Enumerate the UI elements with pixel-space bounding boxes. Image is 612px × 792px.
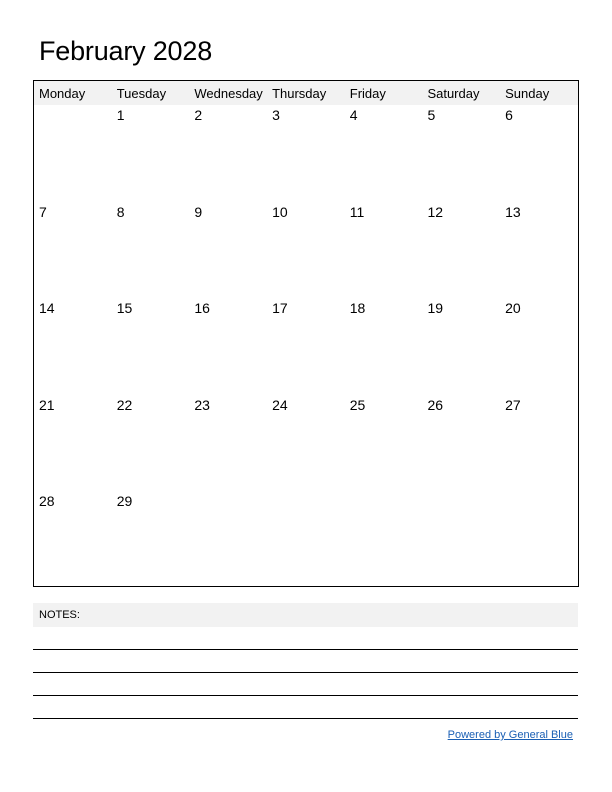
notes-line	[33, 672, 578, 673]
weekday-saturday: Saturday	[427, 86, 480, 101]
day-cell: 8	[116, 203, 125, 220]
day-cell: 18	[349, 300, 366, 316]
day-cell: 20	[505, 300, 521, 316]
week-row	[34, 202, 578, 299]
week-row	[34, 395, 578, 492]
day-cell: 26	[427, 396, 444, 413]
day-cell: 11	[349, 203, 365, 220]
day-cell: 27	[505, 396, 521, 413]
day-cell: 29	[116, 493, 133, 509]
day-cell: 7	[39, 203, 47, 220]
day-cell	[345, 491, 423, 588]
day-cell: 12	[427, 203, 444, 220]
notes-line	[33, 649, 578, 650]
weekday-thursday: Thursday	[272, 86, 327, 101]
week-row	[34, 105, 578, 202]
day-cell	[267, 491, 345, 588]
day-cell: 10	[272, 203, 288, 220]
days-grid	[34, 105, 578, 588]
day-cell: 23	[194, 396, 210, 413]
day-cell: 1	[116, 107, 125, 123]
notes-label: NOTES:	[33, 603, 578, 627]
day-cell: 15	[116, 300, 133, 316]
day-cell: 16	[194, 300, 210, 316]
day-cell: 28	[39, 493, 55, 509]
day-cell: 3	[272, 107, 280, 123]
day-cell: 13	[505, 203, 521, 220]
page-title: February 2028	[39, 36, 213, 66]
day-cell: 21	[39, 396, 55, 413]
weekday-friday: Friday	[349, 86, 386, 101]
day-cell: 2	[194, 107, 203, 123]
notes-line	[33, 718, 578, 719]
day-cell: 4	[349, 107, 358, 123]
weekday-wednesday: Wednesday	[194, 86, 263, 101]
day-cell: 14	[39, 300, 55, 316]
weekday-tuesday: Tuesday	[116, 86, 167, 101]
day-cell: 22	[116, 396, 133, 413]
day-cell: 17	[272, 300, 288, 316]
day-cell: 24	[272, 396, 288, 413]
weekday-header-row	[34, 81, 578, 105]
weekday-sunday: Sunday	[505, 86, 550, 101]
day-cell: 19	[427, 300, 444, 316]
day-cell: 5	[427, 107, 436, 123]
powered-by-link[interactable]: Powered by General Blue	[447, 729, 573, 741]
day-cell	[500, 491, 578, 588]
calendar-grid	[33, 80, 579, 587]
week-row	[34, 298, 578, 395]
day-cell	[34, 105, 112, 202]
weekday-monday: Monday	[39, 86, 86, 101]
day-cell	[189, 491, 267, 588]
day-cell: 9	[194, 203, 203, 220]
notes-line	[33, 695, 578, 696]
day-cell: 25	[349, 396, 366, 413]
day-cell	[422, 491, 500, 588]
day-cell: 6	[505, 107, 513, 123]
week-row	[34, 491, 578, 588]
